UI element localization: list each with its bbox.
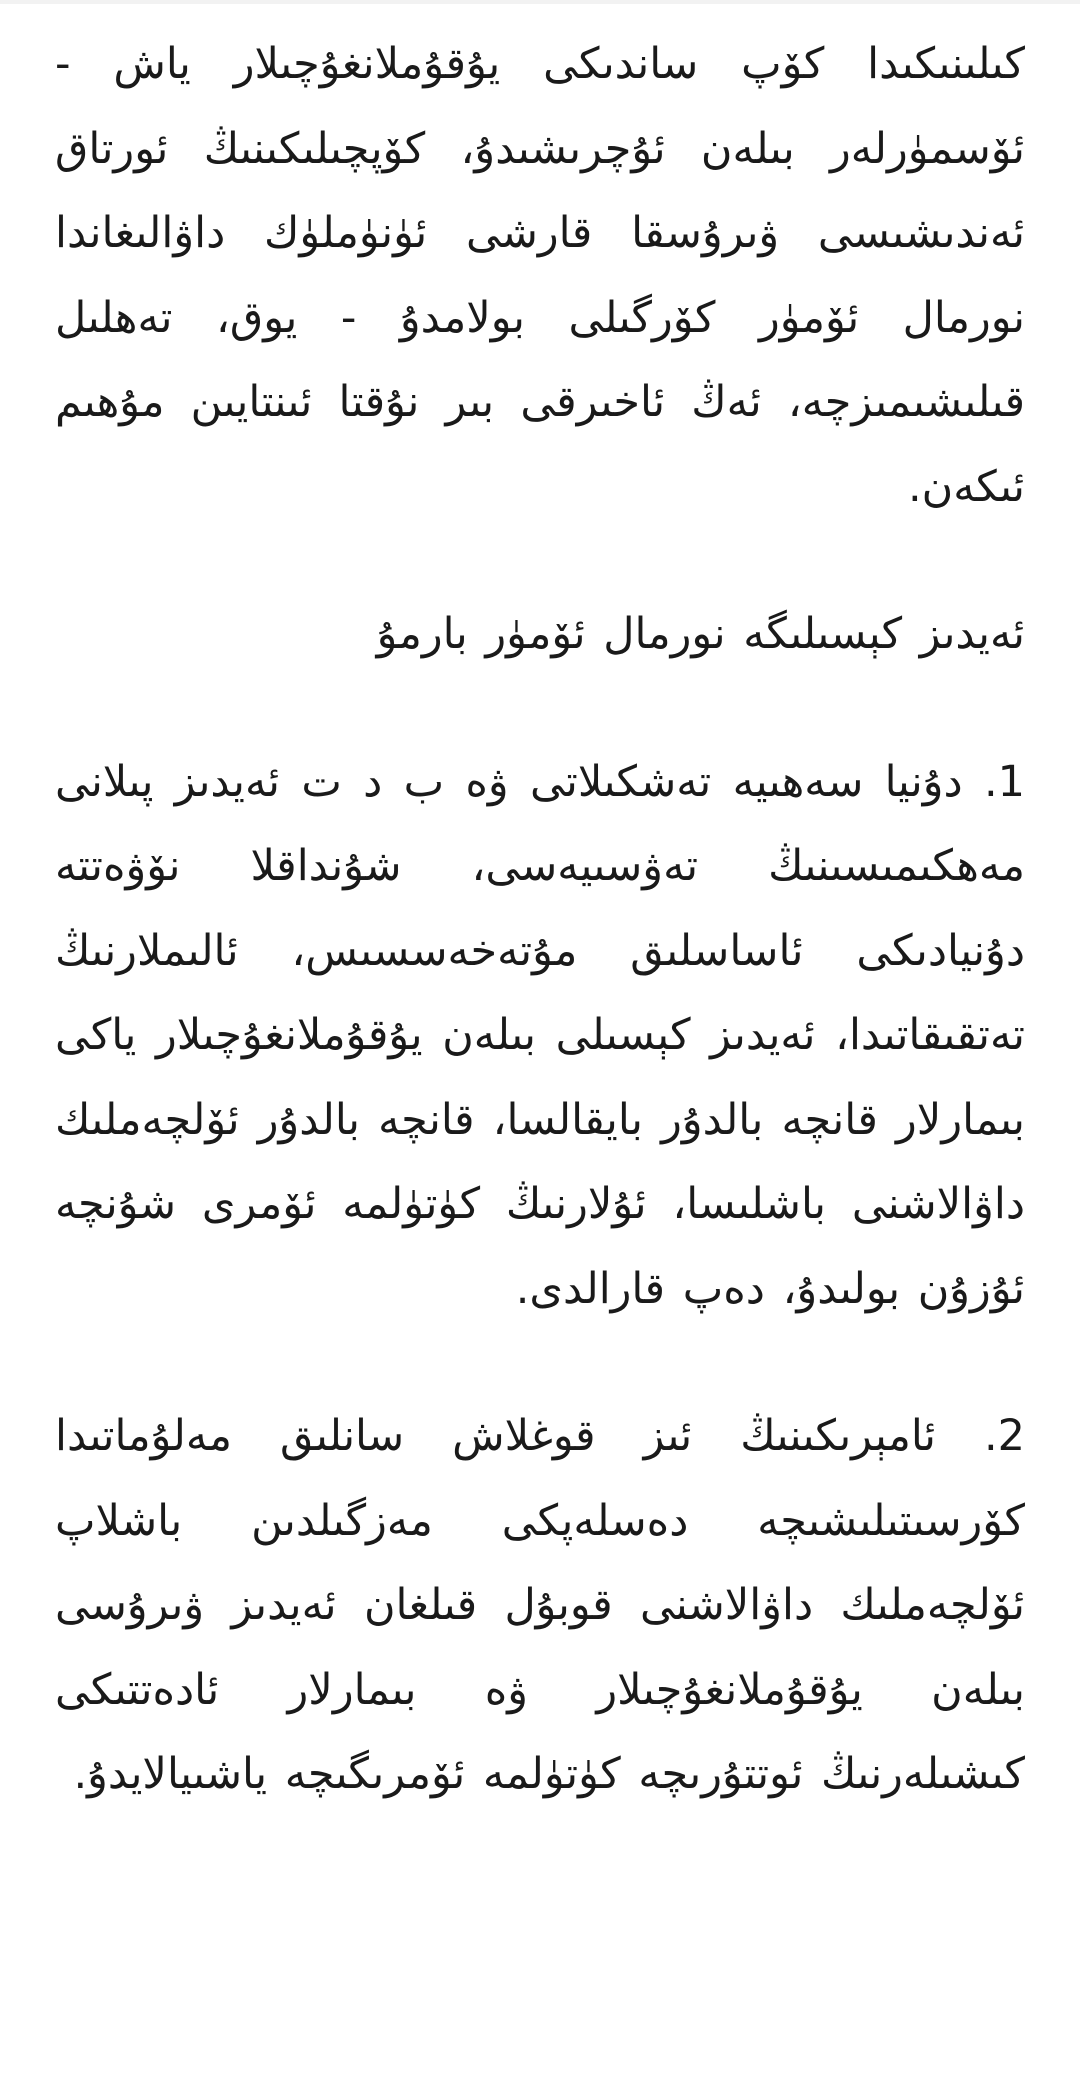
article-body xyxy=(55,22,1025,1817)
point-1-paragraph: 1. دۇنيا سەھىيە تەشكىلاتى ۋە ب د ت ئەيدىز پىلانى مەھكىمىسىنىڭ تەۋسىيەسى، شۇنداقلا نۆۋەتتە دۇنيادىكى ئاساسلىق مۇتەخەسسىس، ئالىملارنىڭ تەتقىقاتىدا، ئەيدىز كېسىلى بىلەن يۇقۇملانغۇچىلار ياكى بىمارلار قانچە بالدۇر بايقالسا، قانچە بالدۇر ئۆلچەملىك داۋالاشنى باشلىسا، ئۇلارنىڭ كۈتۈلمە ئۆمرى شۇنچە ئۇزۇن بولىدۇ، دەپ قارالدى. xyxy=(55,756,1025,1314)
intro-paragraph: كىلىنىكىدا كۆپ ساندىكى يۇقۇملانغۇچىلار ياش - ئۆسمۈرلەر بىلەن ئۇچرىشىدۇ، كۆپچىلىكىنىڭ ئورتاق ئەندىشىسى ۋىرۇسقا قارشى ئۈنۈملۈك داۋالىغاندا نورمال ئۆمۈر كۆرگىلى بولامدۇ - يوق، تەھلىل قىلىشىمىزچە، ئەڭ ئاخىرقى بىر نۇقتا ئىنتايىن مۇھىم ئىكەن. xyxy=(55,39,1025,512)
top-divider xyxy=(0,0,1080,4)
point-2-paragraph: 2. ئامېرىكىنىڭ ئىز قوغلاش سانلىق مەلۇماتىدا كۆرسىتىلىشىچە دەسلەپكى مەزگىلدىن باشلاپ ئۆلچەملىك داۋالاشنى قوبۇل قىلغان ئەيدىز ۋىرۇسى بىلەن يۇقۇملانغۇچىلار ۋە بىمارلار ئادەتتىكى كىشىلەرنىڭ ئوتتۇرىچە كۈتۈلمە ئۆمرىگىچە ياشىيالايدۇ. xyxy=(55,1411,1025,1799)
section-question: ئەيدىز كېسىلىگە نورمال ئۆمۈر بارمۇ xyxy=(376,609,1025,659)
